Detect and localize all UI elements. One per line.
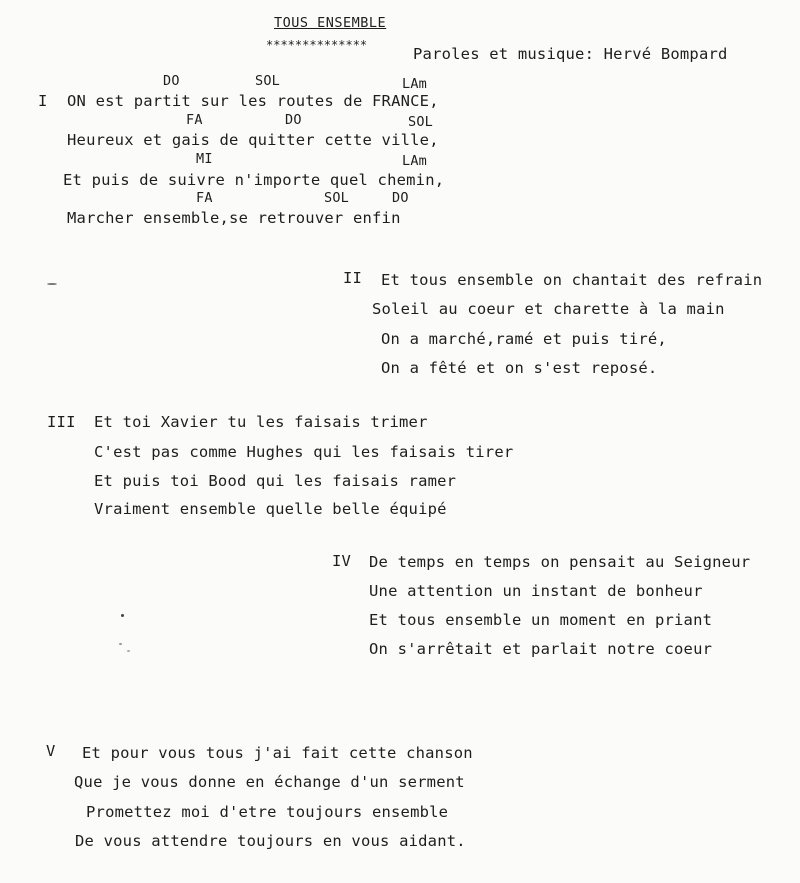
verse-line: Une attention un instant de bonheur <box>369 582 703 600</box>
verse-line: Vraiment ensemble quelle belle équipé <box>94 500 447 518</box>
verse-line: Que je vous donne en échange d'un serment <box>74 773 465 791</box>
verse-line: De temps en temps on pensait au Seigneur <box>369 553 751 571</box>
verse-line: C'est pas comme Hughes qui les faisais tirer <box>94 443 514 461</box>
paper-speck <box>121 614 124 617</box>
verse-number: I <box>38 92 48 110</box>
verse-line: Et tous ensemble on chantait des refrain <box>381 271 763 289</box>
paper-speck <box>127 650 130 652</box>
chord: SOL <box>408 114 433 130</box>
verse-line: On a fêté et on s'est reposé. <box>381 359 658 377</box>
chord: DO <box>285 112 302 128</box>
chord: FA <box>186 112 203 128</box>
verse-line: Et puis de suivre n'importe quel chemin, <box>63 171 445 189</box>
verse-number: II <box>343 269 363 287</box>
verse-line: Et toi Xavier tu les faisais trimer <box>94 413 428 431</box>
verse-line: ON est partit sur les routes de FRANCE, <box>67 92 439 110</box>
verse-number: III <box>47 413 76 431</box>
chord: DO <box>392 190 409 206</box>
chord: SOL <box>255 73 280 89</box>
verse-line: Heureux et gais de quitter cette ville, <box>67 131 439 149</box>
verse-line: Et pour vous tous j'ai fait cette chanson <box>82 744 473 762</box>
chord: LAm <box>402 76 427 92</box>
song-title: TOUS ENSEMBLE <box>274 15 387 31</box>
credits: Paroles et musique: Hervé Bompard <box>413 45 728 63</box>
chord: MI <box>196 151 213 167</box>
verse-number: IV <box>332 552 352 570</box>
paper-speck <box>47 283 57 285</box>
verse-line: Et tous ensemble un moment en priant <box>369 611 713 629</box>
chord: FA <box>196 190 213 206</box>
chord: LAm <box>402 153 427 169</box>
verse-number: V <box>46 742 56 760</box>
verse-line: Marcher ensemble,se retrouver enfin <box>67 209 401 227</box>
verse-line: De vous attendre toujours en vous aidant. <box>75 832 466 850</box>
title-underline-stars: ************** <box>266 38 368 52</box>
chord: SOL <box>324 190 349 206</box>
verse-line: On s'arrêtait et parlait notre coeur <box>369 640 713 658</box>
chord: DO <box>163 73 180 89</box>
paper-speck <box>119 643 122 645</box>
verse-line: Promettez moi d'etre toujours ensemble <box>86 803 449 821</box>
verse-line: Soleil au coeur et charette à la main <box>372 300 725 318</box>
verse-line: On a marché,ramé et puis tiré, <box>381 330 667 348</box>
verse-line: Et puis toi Bood qui les faisais ramer <box>94 472 457 490</box>
